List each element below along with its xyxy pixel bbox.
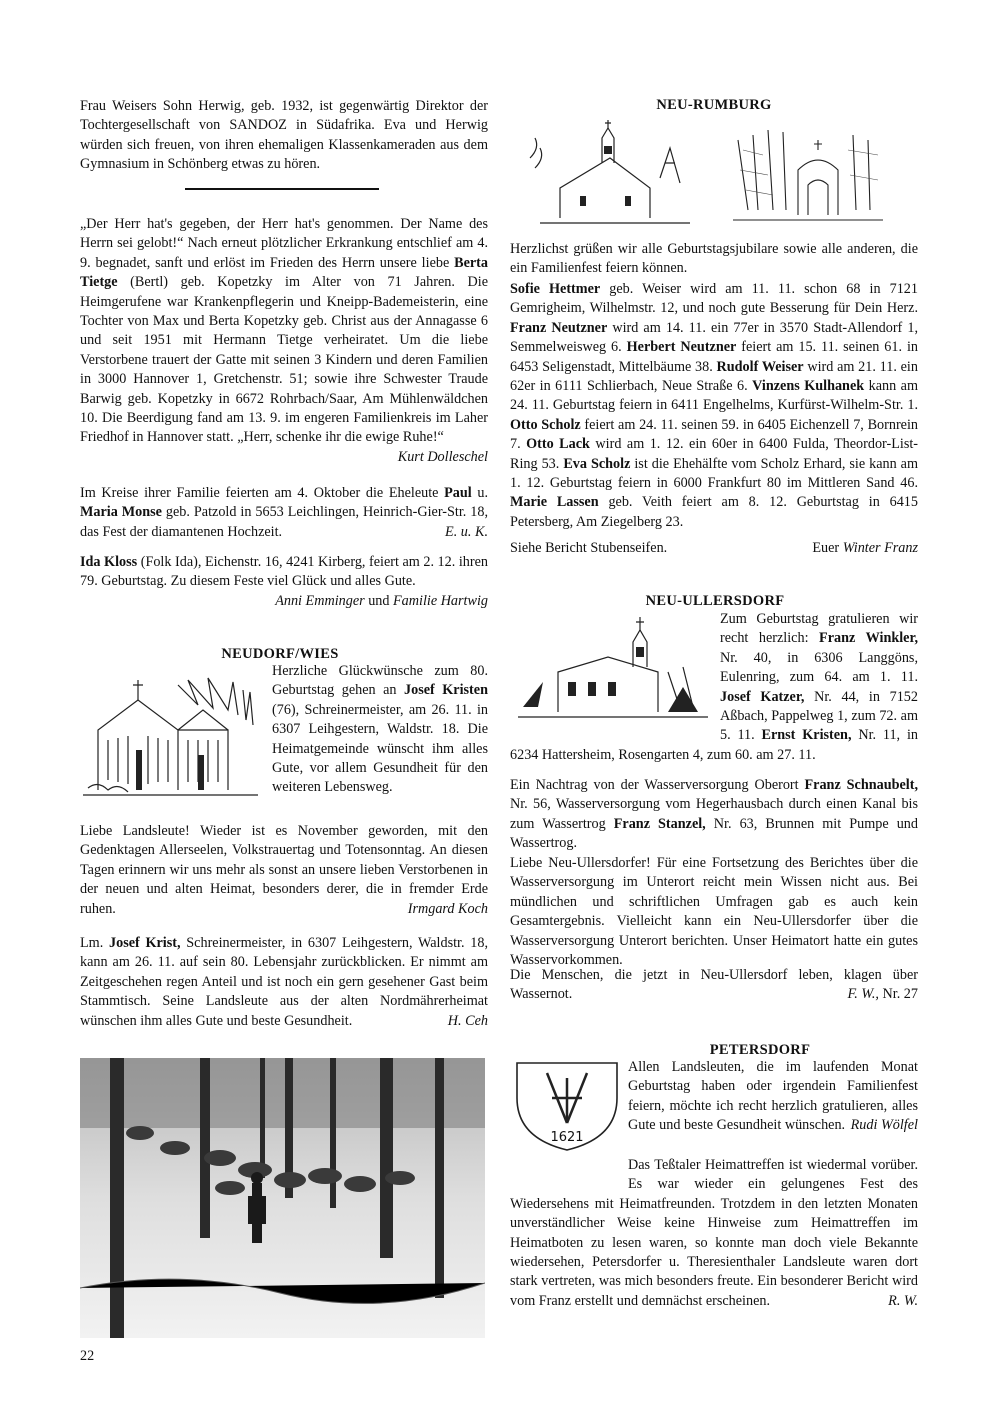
ullersdorf-letter: Liebe Neu-Ullersdorfer! Für eine Fortsetzung des Berichtes über die Wasserversorgung im Unterort reicht mein Wissen nicht aus. Bei mündlichen und schriftlichen Umfragen gab es auch kein Gesamtergebnis. Vielleicht kann ein Neu-Ullersdorfer über die Wasserversorgung Unterort berichten. Unser Heimatort hatte ein gutes Wasservorkommen.: [510, 855, 918, 969]
anniversary-signature: E. u. K.: [445, 523, 488, 540]
neu-rumburg-church-sketch: [520, 118, 700, 230]
petersdorf-report: Das Teßtaler Heimattreffen ist wiedermal vorüber. Es war wieder ein gelungenes Fest des Wiedersehens mit Heimatfreunden. Trotzdem in den letzten Monaten unverständlicher Weise keine Hinweise zum Heimattreffen im Heimatboten zu lesen waren, so konnte man doch viele Bekannte wiedersehen, Petersdorfer u. Theresienthaler Landsleute waren dort stark vertreten, was mich besonders freute. Ein besonderer Bericht wird vom Franz erstellt und demnächst erscheinen. R. W.: [510, 1156, 918, 1311]
rumburg-footer: Siehe Bericht Stubenseifen. Euer Winter Franz: [510, 540, 918, 556]
petersdorf-heading: PETERSDORF: [709, 1042, 811, 1058]
landsleute-signature: Irmgard Koch: [407, 900, 488, 917]
petersdorf-signature: Rudi Wölfel: [850, 1117, 918, 1134]
petersdorf-greeting: Allen Landsleuten, die im laufenden Monat Geburtstag haben oder irgendein Familienfest feiern, möchte ich recht herzlich gratulieren, alles Gute und beste Gesundheit wünschen. Rudi Wölfel: [628, 1058, 918, 1136]
anniversary-paragraph: Im Kreise ihrer Familie feierten am 4. Oktober die Eheleute Paul u. Maria Monse geb. Patzold in 5653 Leichlingen, Heinrich-Gier-Str. 18, das Fest der diamantenen Hochzeit. E. u. K.: [80, 484, 488, 542]
neu-ullersdorf-heading: NEU-ULLERSDORF: [645, 593, 785, 609]
obituary-paragraph: „Der Herr hat's gegeben, der Herr hat's genommen. Der Name des Herrn sei gelobt!“ Nach erneut plötzlicher Erkrankung entschlief am 4. 9. begnadet, sanft und erlöst im Frieden des Herrn unsere liebe Berta Tietge (Bertl) geb. Kopetzky im Alter von 71 Jahren. Die Heimgerufene war Krankenpflegerin und Kneipp-Bademeisterin, eine Tochter von Max und Berta Kopetzky geb. Christ aus der Annagasse 6 und seit 1951 mit Hermann Tietge verheiratet. Um die liebe Verstorbene trauert der Gatte mit seinen 3 Kindern und deren Familien in 3000 Hannover 1, Gretchenstr. 51; sowie ihre Schwester Traude Barwig geb. Kopetzky in 6672 Rohrbach/Saar, Am Mühlenwäldchen 10. Die Beerdigung fand am 13. 9. im engeren Familienkreis im Laher Friedhof in Hannover statt. „Herr, schenke ihr die ewige Ruhe!“ Kurt Dolleschel: [80, 215, 488, 467]
ullersdorf-closing: Die Menschen, die jetzt in Neu-Ullersdorf leben, klagen über Wassernot. F. W., Nr. 27: [510, 967, 918, 1003]
herwig-paragraph: Frau Weisers Sohn Herwig, geb. 1932, ist gegenwärtig Direktor der Tochtergesellschaft von SANDOZ in Südafrika. Eva und Herwig würden sich freuen, von ihren ehemaligen Klassenkameraden aus dem Gymnasium in Schönberg etwas zu hören.: [80, 98, 488, 173]
ullersdorf-water-note: Ein Nachtrag von der Wasserversorgung Oberort Franz Schnaubelt, Nr. 56, Wasserversorgung vom Hegerhausbach durch einen Kanal bis zum Wassertrog Franz Stanzel, Nr. 63, Brunnen mit Pumpe und Wassertrog.: [510, 777, 918, 852]
ullersdorf-birthdays: Zum Geburtstag gratulieren wir recht herzlich: Franz Winkler, Nr. 40, in 6306 Langgöns, Eulenring, zum 64. am 1. 11. Josef Katzer, Nr. 44, in 7152 Aßbach, Pappelweg 1, zum 72. am 5. 11. Ernst Kristen, Nr. 11, in 6234 Hattersheim, Rosengarten 4, zum 60. am 27. 11.: [510, 611, 918, 763]
ida-kloss-paragraph: Ida Kloss (Folk Ida), Eichenstr. 16, 4241 Kirberg, feiert am 2. 12. ihren 79. Geburtstag. Zu diesem Feste viel Glück und alles Gute. Anni Emminger und Familie Hartwig: [80, 554, 488, 609]
petersdorf-report-signature: R. W.: [888, 1292, 918, 1309]
deer-in-snow-photo: [80, 1058, 485, 1338]
crest-year: 1621: [550, 1130, 584, 1145]
petersdorf-crest: [512, 1058, 622, 1154]
neudorf-paragraph: Herzliche Glückwünsche zum 80. Geburtstag gehen an Josef Kristen (76), Schreinermeister, am 26. 11. in 6307 Leihgestern, Waldstr. 18. Die Heimatgemeinde wünscht ihm alles Gute, vor allem Gesundheit für den weiteren Lebensweg.: [272, 663, 488, 796]
krist-paragraph: Lm. Josef Krist, Schreinermeister, in 6307 Leihgestern, Waldstr. 18, kann am 26. 11. auf sein 80. Lebensjahr zurückblicken. Er nimmt am Zeitgeschehen regen Anteil und ist noch ein gern gesehener Gast beim Stammtisch. Seine Landsleute aus der alten Nordmährerheimat wünschen ihm alles Gute und beste Gesundheit. H. Ceh: [80, 934, 488, 1031]
landsleute-paragraph: Liebe Landsleute! Wieder ist es November geworden, mit den Gedenktagen Allerseelen, Volkstrauertag und Totensonntag. An diesen Tagen erinnern wir uns mehr als sonst an unsere lieben Verstorbenen in der neuen und alten Heimat, besonders derer, die in fremder Erde ruhen. Irmgard Koch: [80, 822, 488, 919]
neudorf-heading: NEUDORF/WIES: [221, 646, 339, 662]
neudorf-church-sketch: [78, 670, 268, 805]
rumburg-birthdays: Sofie Hettmer geb. Weiser wird am 11. 11. schon 68 in 7121 Gemrigheim, Wilhelmstr. 12, und noch gute Besserung für Dein Herz. Franz Neutzner wird am 14. 11. ein 77er in 3570 Stadt-Allendorf 1, Semmelweisweg 6. Herbert Neutzner feiert am 15. 11. seinen 61. in 6453 Seligenstadt, Mittelbäume 38. Rudolf Weiser wird am 21. 11. ein 62er in 6111 Schlierbach, Neue Straße 6. Vinzens Kulhanek kann am 24. 11. Geburtstag feiern in 6411 Engelhelms, Kurfürst-Wilhelm-Str. 1. Otto Scholz feiert am 24. 11. seinen 59. in 6405 Eichenzell 7, Bornrein 7. Otto Lack wird am 1. 12. ein 60er in 6400 Fulda, Theordor-List-Ring 53. Eva Scholz ist die Ehehälfte vom Scholz Erhard, sie kann am 1. 12. Geburtstag feiern in 6000 Frankfurt 80 im Mittleren Sand 46. Marie Lassen geb. Veith feiert am 8. 12. Geburtstag in 6415 Petersberg, Am Ziegelberg 23.: [510, 281, 919, 530]
rumburg-intro: Herzlichst grüßen wir alle Geburtstagsjubilare sowie alle anderen, die ein Familienfest feiern können.: [510, 241, 918, 277]
page-number: 22: [80, 1348, 95, 1364]
obituary-name: Berta Tietge: [80, 254, 488, 291]
divider: [185, 188, 379, 190]
krist-signature: H. Ceh: [447, 1012, 488, 1029]
neu-rumburg-chapel-sketch: [728, 120, 888, 230]
neu-rumburg-heading: NEU-RUMBURG: [656, 97, 772, 113]
obituary-signature: Kurt Dolleschel: [397, 448, 488, 465]
